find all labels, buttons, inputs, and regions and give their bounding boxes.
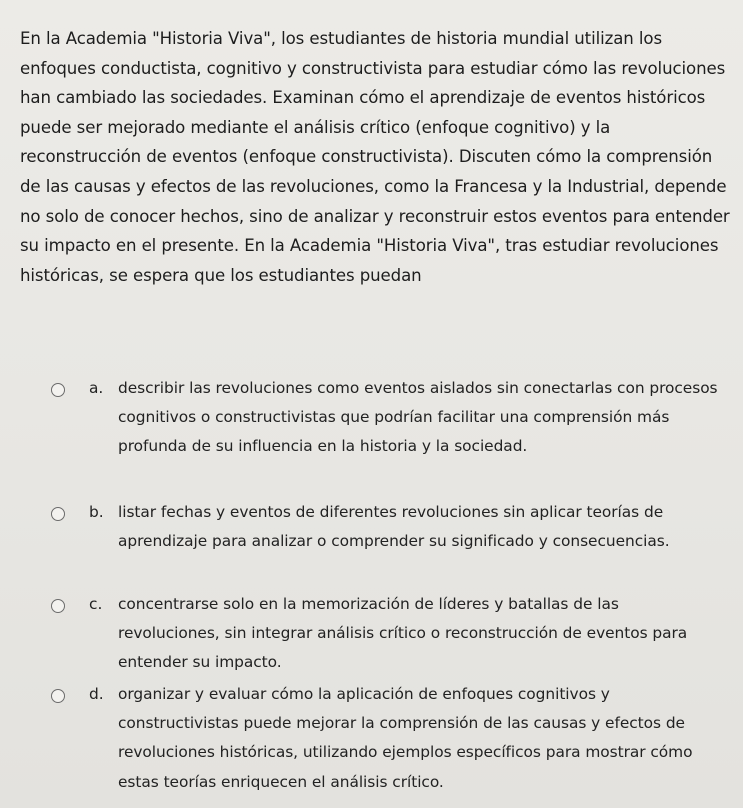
- option-d-text: organizar y evaluar cómo la aplicación de enfoques cognitivos y constructivistas puede mejorar la comprensión de las causas y efectos de revoluciones históricas, utilizando ejemplos específicos para mostrar cómo estas teorías enriquecen el análisis crítico.: [118, 685, 693, 791]
- option-d-letter: d.: [89, 685, 104, 703]
- option-b-letter: b.: [89, 503, 104, 521]
- option-a-letter: a.: [89, 379, 104, 397]
- radio-button-d[interactable]: [51, 689, 65, 703]
- option-b-text: listar fechas y eventos de diferentes revoluciones sin aplicar teorías de aprendizaje para analizar o comprender su significado y consecuencias.: [118, 503, 670, 551]
- option-c-text: concentrarse solo en la memorización de líderes y batallas de las revoluciones, sin integrar análisis crítico o reconstrucción de eventos para entender su impacto.: [118, 595, 688, 672]
- question-text: En la Academia "Historia Viva", los estudiantes de historia mundial utilizan los enfoques conductista, cognitivo y constructivista para estudiar cómo las revoluciones han cambiado las sociedades. Examinan cómo el aprendizaje de eventos históricos puede ser mejorado mediante el análisis crítico (enfoque cognitivo) y la reconstrucción de eventos (enfoque constructivista). Discuten cómo la comprensión de las causas y efectos de las revoluciones, como la Francesa y la Industrial, depende no solo de conocer hechos, sino de analizar y reconstruir estos eventos para entender su impacto en el presente. En la Academia "Historia Viva", tras estudiar revoluciones históricas, se espera que los estudiantes puedan: [20, 29, 730, 285]
- option-c-letter: c.: [89, 595, 103, 613]
- radio-button-c[interactable]: [51, 599, 65, 613]
- radio-button-b[interactable]: [51, 507, 65, 521]
- option-a-text: describir las revoluciones como eventos aislados sin conectarlas con procesos cognitivos o constructivistas que podrían facilitar una comprensión más profunda de su influencia en la historia y la sociedad.: [118, 379, 718, 456]
- radio-button-a[interactable]: [51, 383, 65, 397]
